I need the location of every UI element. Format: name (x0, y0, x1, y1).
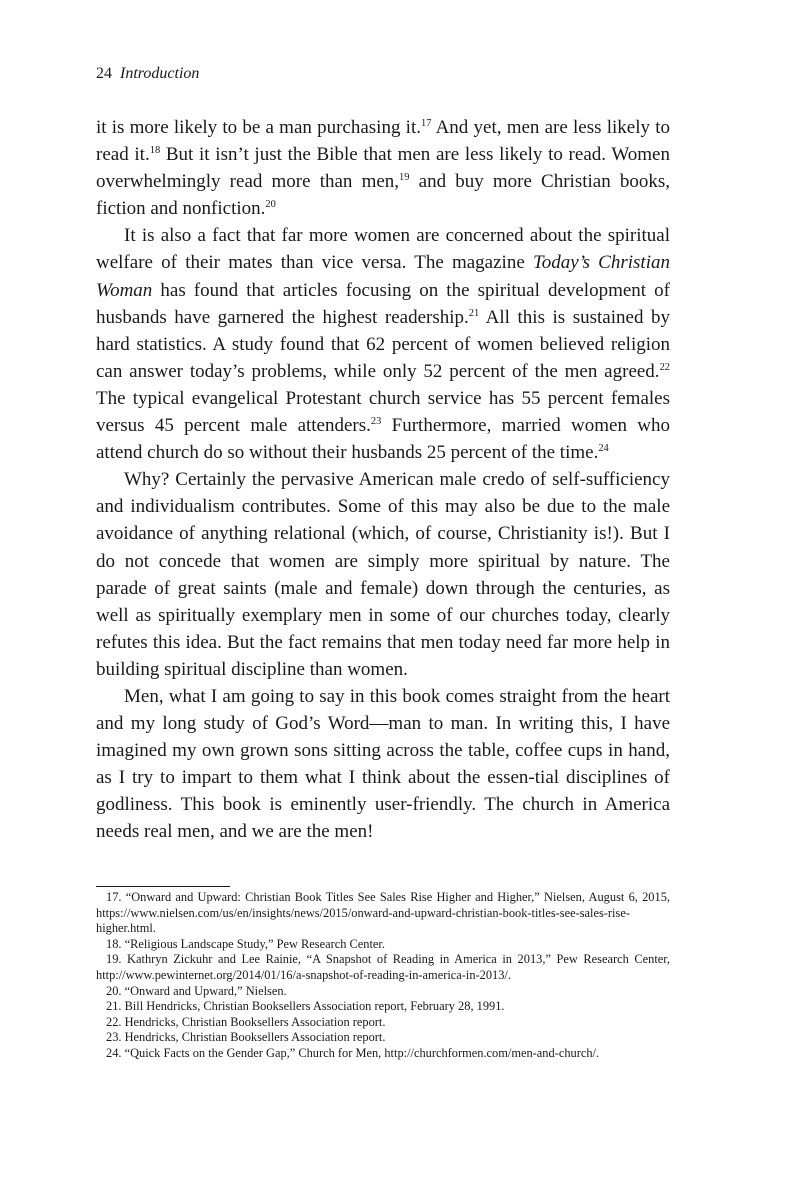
footnote-18: 18. “Religious Landscape Study,” Pew Research Center. (106, 936, 385, 951)
text-run: has found that articles focusing on the spiritual development of husbands have garnered the highest readership. (96, 279, 670, 328)
footnote-ref: 19 (399, 172, 410, 184)
footnote-text: -church/. (554, 1045, 600, 1060)
footnote-ref: 24 (598, 443, 609, 455)
footnote-ref: 17 (420, 118, 432, 130)
text-run: and buy more Christian books, fiction and nonfiction. (96, 171, 671, 220)
footnote-text: 17. “Onward and Upward: Christian Book Titles See Sales Rise Higher and Higher,” Nielsen, August 6, 2015, https://www.nielsen.com/us/en/insights/news/2015/onward-and-upward-christian (96, 890, 670, 920)
body-text (96, 114, 670, 846)
footnote-text: -book-titles-see-sales-rise-higher.html. (96, 905, 630, 936)
footnote-ref: 22 (659, 362, 670, 374)
footnotes (96, 890, 670, 1062)
text-run: All this is sustained by hard statistics. A study found that 62 percent of women believed religion can answer today’s problems, while only 52 percent of the men agreed. (96, 306, 670, 382)
footnote-19: 19. Kathryn Zickuhr and Lee Rainie, “A Snapshot of Reading in America in 2013,” Pew Research Center, http://www.pewinternet.org/2014/01/16/a-snapshot-of-reading-in-america-in-2013/. (96, 952, 670, 982)
text-run: The typical evangelical Protestant church service has 55 percent females versus 45 percent male attenders. (96, 387, 670, 437)
text-run: But it isn’t just the Bible that men are less likely to read. Women overwhelmingly read more than men, (96, 144, 670, 193)
text-run: Furthermore, married women who attend church do so without their husbands 25 percent of the time. (96, 415, 670, 464)
text-run: Men, what I am going to say in this book comes straight from the heart and my long study of God’s Word—man to man. In writing this, I have imagined my own grown sons sitting across the table, coffee cups in hand, as I try to impart to them what I think about the essen- (96, 685, 670, 789)
footnote-ref: 20 (265, 199, 276, 211)
footnote-17 (96, 890, 670, 937)
footnote-ref: 23 (370, 416, 382, 428)
footnote-20: 20. “Onward and Upward,” Nielsen. (106, 983, 287, 998)
paragraph-1 (96, 114, 670, 222)
footnote-rule (96, 886, 230, 887)
footnote-21: 21. Bill Hendricks, Christian Booksellers Association report, February 28, 1991. (106, 999, 505, 1014)
magazine-title: Today’s Christian Woman (96, 252, 670, 301)
running-head (96, 64, 199, 84)
text-run: It is also a fact that far more women are concerned about the spiritual welfare of their mates than vice versa. The magazine (96, 225, 670, 274)
footnote-ref: 18 (149, 145, 161, 157)
text-run: it is more likely to be a man purchasing it. (96, 117, 421, 138)
footnote-23: 23. Hendricks, Christian Booksellers Association report. (106, 1030, 386, 1045)
footnote-24 (96, 1046, 670, 1062)
page-number: 24 (96, 65, 112, 82)
paragraph-2 (96, 222, 670, 466)
paragraph-4 (96, 683, 670, 846)
section-title: Introduction (120, 65, 200, 82)
footnote-22: 22. Hendricks, Christian Booksellers Association report. (106, 1014, 386, 1029)
text-run: And yet, men are less likely to read it. (96, 117, 670, 166)
text-run: tial disciplines of godliness. This book is eminently user-friendly. The church in America needs real men, and we are the men! (96, 767, 670, 843)
footnote-ref: 21 (468, 307, 480, 319)
paragraph-3: Why? Certainly the pervasive American male credo of self-sufficiency and individualism contributes. Some of this may also be due to the male avoidance of anything relational (which, of course, Christianity is!). But I do not concede that women are simply more spiritual by nature. The parade of great saints (male and female) down through the centuries, as well as spiritually exemplary men in some of our churches today, clearly refutes this idea. But the fact remains that men today need far more help in building spiritual discipline than women. (96, 469, 670, 680)
footnote-text: 24. “Quick Facts on the Gender Gap,” Church for Men, http://churchformen.com/men-and (106, 1045, 555, 1060)
